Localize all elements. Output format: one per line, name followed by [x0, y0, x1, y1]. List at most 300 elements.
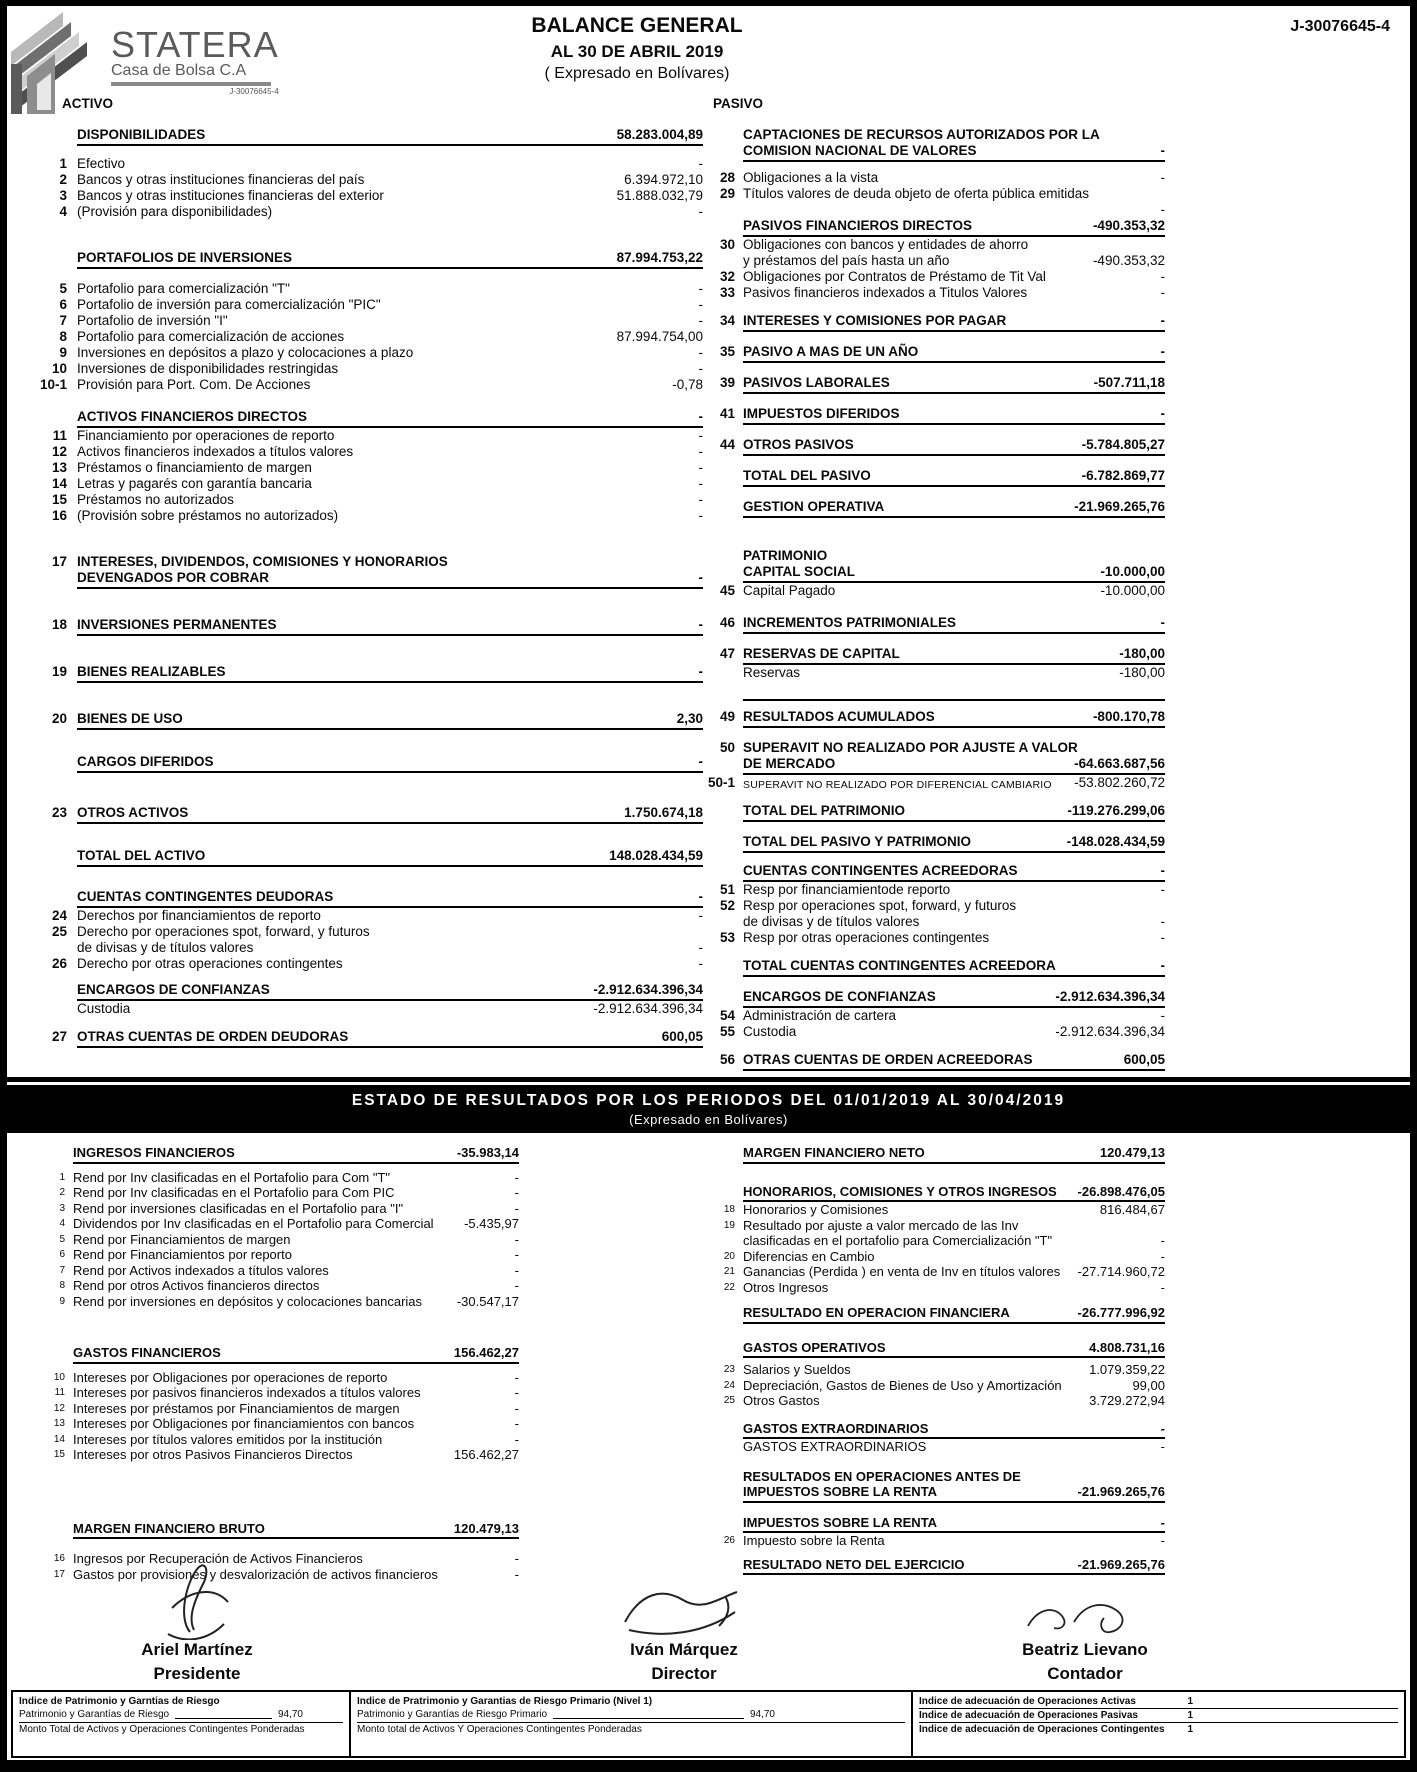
line-item-row	[35, 1185, 519, 1201]
logo-rif-small: J-30076645-4	[229, 87, 279, 96]
item-label: Intereses por Obligaciones por operaciones de reporto	[73, 1369, 388, 1385]
index-value: 1	[1187, 1696, 1193, 1707]
spacer	[707, 1324, 1165, 1340]
item-number: 5	[59, 281, 67, 296]
item-label: (Provisión para disponibilidades)	[77, 204, 273, 219]
line-item-row	[707, 775, 1165, 793]
item-value: -	[1160, 269, 1165, 284]
item-number: 28	[719, 170, 735, 185]
item-label: Reservas	[743, 665, 801, 680]
line-item-row	[707, 285, 1165, 301]
line-item-row	[35, 377, 703, 393]
item-value: -	[1160, 1279, 1165, 1295]
section-header-row	[707, 375, 1165, 394]
index-label: Patrimonio y Garantías de Riesgo	[19, 1709, 170, 1720]
item-label: PORTAFOLIOS DE INVERSIONES	[77, 250, 293, 265]
title-block	[407, 14, 867, 83]
line-item-row	[35, 1278, 519, 1294]
item-label: IMPUESTOS SOBRE LA RENTA	[743, 1484, 938, 1499]
item-label: OTRAS CUENTAS DE ORDEN ACREEDORAS	[743, 1052, 1033, 1067]
item-label: Portafolio de inversión para comercialización "PIC"	[77, 297, 381, 312]
item-body	[77, 428, 703, 444]
index-value: 94,70	[277, 1709, 303, 1720]
item-number: 32	[719, 269, 735, 284]
item-label: Ganancias (Perdida ) en venta de Inv en títulos valores	[743, 1264, 1061, 1279]
item-body	[743, 958, 1165, 977]
item-number: 13	[51, 460, 67, 475]
item-body	[77, 127, 703, 146]
item-label: SUPERAVIT NO REALIZADO POR AJUSTE A VALOR	[743, 740, 1078, 755]
item-body	[743, 665, 1165, 681]
item-line	[743, 1184, 1165, 1200]
line-item-row	[35, 172, 703, 188]
line-item-row	[35, 476, 703, 492]
item-value: -	[698, 297, 703, 312]
item-value: -6.782.869,77	[1081, 468, 1165, 483]
item-label: Rend por Inv clasificadas en el Portafolio para Com PIC	[73, 1185, 395, 1200]
item-line	[743, 1439, 1165, 1455]
line-item-row	[35, 1216, 519, 1232]
item-body	[73, 1370, 519, 1386]
line-item-row	[35, 1370, 519, 1386]
item-line	[743, 143, 1165, 159]
line-item-row	[707, 1393, 1165, 1409]
item-line	[77, 570, 703, 586]
section-header-row	[35, 1029, 703, 1048]
income-left-column	[35, 1139, 519, 1582]
item-label: Obligaciones con bancos y entidades de ahorro	[743, 237, 1029, 252]
item-value: -53.802.260,72	[1074, 775, 1165, 790]
item-number: 20	[723, 1250, 735, 1262]
item-line	[77, 1001, 703, 1017]
item-number: 25	[723, 1395, 735, 1406]
index-header: Indice de Patrimonio y Garntias de Riesgo	[19, 1696, 220, 1707]
line-item-row	[35, 1447, 519, 1463]
line-item-row	[35, 1232, 519, 1248]
line-item-row	[707, 1264, 1165, 1280]
signature-contador	[955, 1596, 1215, 1684]
item-label: Salarios y Sueldos	[743, 1362, 851, 1377]
item-body	[73, 1385, 519, 1401]
item-line	[743, 1280, 1165, 1296]
item-label: RESULTADO NETO DEL EJERCICIO	[743, 1556, 965, 1572]
logo-company-name: STATERA	[111, 24, 279, 65]
item-label: Inversiones en depósitos a plazo y colocaciones a plazo	[77, 345, 414, 360]
item-label: INGRESOS FINANCIEROS	[73, 1145, 235, 1160]
section-header-row	[35, 250, 703, 269]
item-value: -	[698, 617, 703, 632]
item-label: Financiamiento por operaciones de reporto	[77, 428, 335, 443]
item-value: -	[1160, 406, 1165, 421]
section-header-row	[707, 437, 1165, 456]
item-line	[77, 329, 703, 345]
item-value: -	[698, 476, 703, 491]
item-line	[77, 281, 703, 297]
item-label: GESTION OPERATIVA	[743, 499, 885, 514]
line-item-row	[35, 908, 703, 924]
line-item-row	[35, 1416, 519, 1432]
item-label: Dividendos por Inv clasificadas en el Portafolio para Comercial	[73, 1216, 434, 1231]
item-line	[77, 848, 703, 864]
item-value: -	[698, 508, 703, 523]
item-line	[77, 805, 703, 821]
line-item-row	[707, 237, 1165, 269]
item-line	[73, 1232, 519, 1248]
item-body	[743, 863, 1165, 882]
item-line	[77, 476, 703, 492]
item-body	[743, 237, 1165, 269]
index-value: 1	[1187, 1710, 1193, 1721]
item-body	[77, 409, 703, 428]
line-item-row	[707, 1008, 1165, 1024]
item-number: 55	[719, 1024, 735, 1039]
logo-divider-bar	[111, 82, 271, 86]
item-body	[743, 269, 1165, 285]
currency-note: ( Expresado en Bolívares)	[544, 65, 730, 82]
item-line	[73, 1170, 519, 1186]
item-value: -800.170,78	[1092, 709, 1165, 724]
item-value: -2.912.634.396,34	[1055, 1024, 1165, 1039]
index-note: Monto total de Activos Y Operaciones Contingentes Ponderadas	[357, 1724, 642, 1735]
item-line	[743, 1264, 1165, 1280]
item-body	[743, 1378, 1165, 1394]
item-number: 30	[719, 237, 735, 252]
item-body	[73, 1278, 519, 1294]
item-label: Depreciación, Gastos de Bienes de Uso y Amortización	[743, 1377, 1062, 1393]
item-label: Rend por inversiones en depósitos y colocaciones bancarias	[73, 1293, 423, 1309]
fill-line	[553, 1709, 744, 1719]
spacer	[707, 822, 1165, 834]
item-value: -0,78	[672, 377, 703, 392]
section-header-row	[707, 834, 1165, 853]
item-label: GASTOS FINANCIEROS	[73, 1345, 221, 1360]
item-line	[743, 1421, 1165, 1437]
spacer	[35, 867, 703, 889]
item-line	[77, 444, 703, 460]
index-note: Monto Total de Activos y Operaciones Contingentes Ponderadas	[19, 1724, 305, 1735]
spacer	[707, 701, 1165, 709]
item-line	[743, 914, 1165, 930]
item-number: 50	[719, 740, 735, 755]
item-label: ENCARGOS DE CONFIANZAS	[77, 982, 270, 997]
signatory-role: Presidente	[153, 1664, 241, 1683]
pasivo-column	[707, 96, 1165, 1071]
item-label: Administración de cartera	[743, 1008, 897, 1023]
item-value: 156.462,27	[453, 1345, 519, 1360]
section-header-row	[35, 409, 703, 428]
item-value: -148.028.434,59	[1066, 834, 1165, 849]
item-line	[77, 250, 703, 266]
item-label: Obligaciones a la vista	[743, 170, 879, 185]
item-value: -	[698, 889, 703, 904]
item-line	[743, 437, 1165, 453]
item-body	[73, 1521, 519, 1540]
item-line	[73, 1263, 519, 1279]
item-line	[743, 1340, 1165, 1356]
logo-company-subtitle: Casa de Bolsa C.A	[111, 62, 247, 79]
item-label: ACTIVOS FINANCIEROS DIRECTOS	[77, 409, 308, 424]
item-label: PASIVO A MAS DE UN AÑO	[743, 344, 919, 359]
item-body	[743, 1393, 1165, 1409]
income-columns	[7, 1139, 1410, 1582]
item-line	[77, 460, 703, 476]
item-line	[77, 554, 703, 570]
item-label: CARGOS DIFERIDOS	[77, 754, 214, 769]
fill-line	[175, 1709, 272, 1719]
section-header-row	[35, 711, 703, 730]
line-item-row	[35, 1170, 519, 1186]
item-line	[73, 1294, 519, 1310]
item-value: -	[1160, 1233, 1165, 1248]
item-value: -490.353,32	[1092, 253, 1165, 268]
item-number: 11	[52, 428, 67, 443]
item-body	[77, 297, 703, 313]
item-body	[73, 1201, 519, 1217]
item-label: RESULTADOS ACUMULADOS	[743, 709, 935, 724]
item-body	[73, 1416, 519, 1432]
item-body	[743, 1202, 1165, 1218]
income-banner-title: ESTADO DE RESULTADOS POR LOS PERIODOS DEL 01/01/2019 AL 30/04/2019	[351, 1092, 1066, 1109]
item-line	[73, 1370, 519, 1386]
item-number: 2	[59, 172, 67, 187]
risk-index-cell-3	[913, 1692, 1404, 1756]
item-line	[77, 508, 703, 524]
spacer	[35, 972, 703, 982]
item-label: TOTAL DEL PASIVO	[743, 468, 871, 483]
spacer	[707, 1503, 1165, 1515]
item-value: -	[698, 204, 703, 219]
line-item-row	[35, 428, 703, 444]
item-line	[743, 665, 1165, 681]
item-value: -	[698, 956, 703, 971]
item-line	[743, 740, 1165, 756]
item-value: -	[514, 1400, 519, 1416]
line-item-row	[35, 297, 703, 313]
item-number: 14	[51, 476, 67, 491]
item-label: Rend por Activos indexados a títulos valores	[73, 1262, 329, 1278]
item-line	[743, 285, 1165, 301]
item-body	[743, 1249, 1165, 1265]
company-logo	[7, 6, 279, 114]
line-item-row	[35, 956, 703, 972]
item-line	[743, 564, 1165, 580]
item-label: CAPITAL SOCIAL	[743, 564, 856, 579]
item-value: -10.000,00	[1100, 564, 1165, 579]
item-line	[77, 754, 703, 770]
item-line	[743, 406, 1165, 422]
item-line	[73, 1145, 519, 1161]
item-body	[77, 204, 703, 220]
item-label: RESERVAS DE CAPITAL	[743, 646, 900, 661]
item-value: -	[1160, 1514, 1165, 1530]
item-number: 10	[53, 1371, 65, 1383]
item-number: 14	[53, 1433, 65, 1445]
item-number: 5	[59, 1233, 65, 1245]
item-number: 4	[59, 1218, 65, 1229]
item-value: 600,05	[1123, 1052, 1165, 1067]
section-header-row	[707, 1052, 1165, 1071]
item-body	[743, 1340, 1165, 1359]
item-number: 27	[51, 1029, 67, 1044]
line-item-row	[35, 188, 703, 204]
item-line	[743, 756, 1165, 772]
item-value: -	[698, 313, 703, 328]
item-line	[743, 269, 1165, 285]
item-label: GASTOS OPERATIVOS	[743, 1339, 886, 1355]
line-item-row	[707, 186, 1165, 218]
item-label: MARGEN FINANCIERO BRUTO	[73, 1520, 265, 1536]
spacer	[707, 1549, 1165, 1557]
item-number: 15	[53, 1449, 65, 1460]
item-value: -	[1160, 143, 1165, 158]
item-body	[743, 406, 1165, 425]
spacer	[707, 1295, 1165, 1305]
line-item-row	[35, 281, 703, 297]
item-label: Diferencias en Cambio	[743, 1248, 875, 1264]
spacer	[35, 589, 703, 617]
item-body	[77, 956, 703, 972]
item-body	[743, 1515, 1165, 1534]
item-value: -	[514, 1185, 519, 1200]
line-item-row	[35, 361, 703, 377]
item-number: 6	[59, 1249, 65, 1260]
item-value: 600,05	[661, 1029, 703, 1044]
section-header-row	[707, 1557, 1165, 1576]
line-item-row	[35, 313, 703, 329]
item-value: -	[698, 156, 703, 171]
item-line	[73, 1345, 519, 1361]
spacer	[707, 456, 1165, 468]
line-item-row	[35, 204, 703, 220]
item-label: BIENES REALIZABLES	[77, 664, 226, 679]
item-number: 46	[719, 615, 735, 630]
item-line	[743, 313, 1165, 329]
item-label	[743, 202, 1161, 218]
item-value: 156.462,27	[453, 1447, 519, 1462]
item-line	[73, 1247, 519, 1263]
spacer	[707, 634, 1165, 646]
item-label: Honorarios y Comisiones	[743, 1202, 889, 1217]
item-body	[743, 186, 1165, 218]
item-line	[743, 803, 1165, 819]
signatory-name: Iván Márquez	[630, 1640, 738, 1659]
item-number: 41	[719, 406, 735, 421]
item-value: -26.898.476,05	[1077, 1183, 1165, 1199]
item-body	[73, 1247, 519, 1263]
item-label: Rend por Financiamientos por reporto	[73, 1247, 292, 1262]
item-body	[77, 554, 703, 589]
section-header-row	[35, 889, 703, 908]
item-value: -	[1160, 882, 1165, 897]
item-line	[743, 375, 1165, 391]
index-label: Patrimonio y Garantías de Riesgo Primario	[357, 1709, 548, 1720]
item-number: 1	[59, 156, 67, 171]
item-label: Derecho por otras operaciones contingentes	[77, 956, 343, 971]
item-line	[743, 186, 1165, 202]
item-label: CUENTAS CONTINGENTES ACREEDORAS	[743, 863, 1018, 878]
item-line	[743, 253, 1165, 269]
line-item-row	[707, 665, 1165, 681]
logo-text	[111, 24, 279, 96]
item-value: 2,30	[676, 711, 703, 726]
section-header-row	[707, 468, 1165, 487]
section-header-row	[707, 1515, 1165, 1534]
item-label: COMISION NACIONAL DE VALORES	[743, 143, 977, 158]
item-line	[743, 218, 1165, 234]
item-line	[77, 172, 703, 188]
item-line	[73, 1278, 519, 1294]
spacer	[707, 162, 1165, 170]
signature-president	[67, 1560, 327, 1684]
spacer	[707, 425, 1165, 437]
line-item-row	[707, 1378, 1165, 1394]
item-number: 17	[53, 1568, 65, 1580]
item-body	[77, 250, 703, 269]
item-line	[743, 646, 1165, 662]
item-label: Gastos por provisiones y desvalorización de activos financieros	[73, 1566, 438, 1582]
item-value: -	[1160, 202, 1165, 217]
item-label: Intereses por Obligaciones por financiamientos con bancos	[73, 1416, 415, 1431]
item-label: Ingresos por Recuperación de Activos Financieros	[73, 1551, 363, 1566]
line-item-row	[707, 269, 1165, 285]
item-body	[743, 775, 1165, 793]
item-body	[77, 848, 703, 867]
item-line	[73, 1416, 519, 1432]
item-label: Bancos y otras instituciones financieras del exterior	[77, 188, 384, 203]
spacer	[707, 853, 1165, 863]
item-value: -180,00	[1119, 646, 1165, 661]
item-number: 33	[719, 285, 735, 300]
item-value: -	[514, 1231, 519, 1247]
section-header-row	[707, 863, 1165, 882]
item-number: 56	[719, 1052, 735, 1067]
item-line	[743, 1008, 1165, 1024]
activo-column	[35, 96, 703, 1048]
line-item-row	[707, 882, 1165, 898]
section-header-row	[35, 1145, 519, 1164]
item-label: Derechos por financiamientos de reporto	[77, 908, 321, 923]
item-value: -2.912.634.396,34	[1055, 989, 1165, 1004]
item-number: 12	[53, 1402, 65, 1414]
item-body	[77, 508, 703, 524]
pasivo-heading: PASIVO	[713, 96, 764, 111]
item-line	[77, 377, 703, 393]
spacer	[707, 394, 1165, 406]
item-body	[743, 709, 1165, 728]
item-number: 1	[59, 1171, 65, 1183]
item-number: 35	[719, 344, 735, 359]
item-value: 148.028.434,59	[609, 848, 703, 863]
item-value: -21.969.265,76	[1077, 1484, 1165, 1499]
item-line	[77, 956, 703, 972]
item-line	[743, 1469, 1165, 1485]
item-value: -	[514, 1369, 519, 1385]
item-label: HONORARIOS, COMISIONES Y OTROS INGRESOS	[743, 1183, 1057, 1199]
line-item-row	[35, 329, 703, 345]
line-item-row	[35, 1201, 519, 1217]
item-number: 26	[51, 956, 67, 971]
item-line	[743, 882, 1165, 898]
item-number: 49	[719, 709, 735, 724]
item-label: PATRIMONIO	[743, 548, 828, 563]
item-value: -	[514, 1431, 519, 1447]
index-value-row	[19, 1708, 343, 1723]
item-body	[743, 1362, 1165, 1378]
item-label: IMPUESTOS SOBRE LA RENTA	[743, 1514, 938, 1530]
line-item-row	[707, 1280, 1165, 1296]
spacer	[707, 728, 1165, 740]
index-value: 94,70	[749, 1709, 775, 1720]
